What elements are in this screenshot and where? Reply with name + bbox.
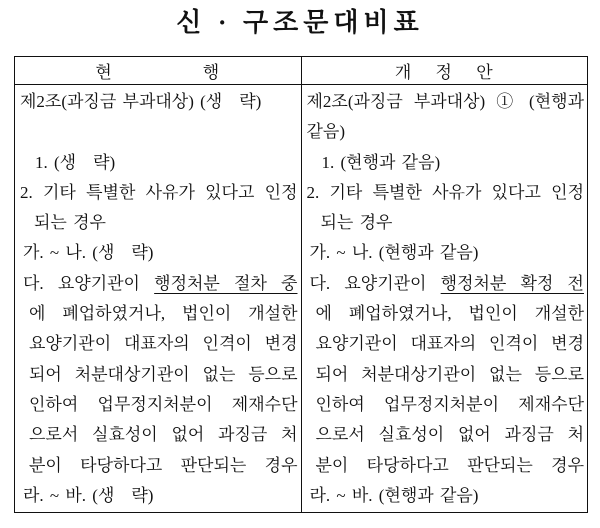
- text-segment: 2. 기타 특별한 사유가 있다고 인정: [306, 182, 584, 202]
- text-segment: 으로서 실효성이 없어 과징금 처: [29, 425, 298, 445]
- text-segment: 같음): [306, 122, 346, 142]
- text-segment: 제2조(과징금 부과대상) ① (현행과: [306, 92, 584, 111]
- text-line: [19, 299, 298, 329]
- text-line: [306, 299, 585, 329]
- text-line: [19, 420, 298, 450]
- text-line: [306, 481, 585, 511]
- text-line: [306, 178, 585, 208]
- text-line: [19, 329, 298, 359]
- text-segment: 가. ~ 나. (현행과 같음): [309, 243, 479, 263]
- cell-revised-text: [301, 85, 588, 512]
- text-segment: 되는 경우: [320, 213, 393, 233]
- text-segment: 1. (생 략): [35, 152, 116, 172]
- underlined-text: 행정처분 절차 중: [154, 273, 298, 293]
- text-segment: 분이 타당하다고 판단되는 경우: [29, 455, 298, 475]
- text-segment: 요양기관이 대표자의 인격이 변경: [315, 334, 584, 354]
- text-line: [19, 451, 298, 481]
- text-line: [306, 87, 585, 117]
- table-header-row: [15, 57, 587, 85]
- header-current: 현 행: [95, 63, 221, 82]
- text-segment: 제2조(과징금 부과대상) (생 략): [20, 92, 262, 111]
- text-segment: 되어 처분대상기관이 없는 등으로: [315, 364, 584, 384]
- blank-line: [19, 117, 298, 147]
- text-segment: 으로서 실효성이 없어 과징금 처: [315, 425, 584, 445]
- text-line: [306, 329, 585, 359]
- text-segment: 가. ~ 나. (생 략): [23, 243, 154, 263]
- text-segment: 다. 요양기관이: [23, 273, 155, 293]
- text-line: [19, 360, 298, 390]
- text-segment: 에 폐업하였거나, 법인이 개설한: [315, 304, 584, 324]
- text-line: [19, 87, 298, 117]
- cell-current-text: [15, 85, 301, 512]
- text-line: [306, 451, 585, 481]
- text-segment: 되어 처분대상기관이 없는 등으로: [29, 364, 298, 384]
- text-segment: 분이 타당하다고 판단되는 경우: [315, 455, 584, 475]
- text-line: [19, 390, 298, 420]
- text-segment: 요양기관이 대표자의 인격이 변경: [29, 334, 298, 354]
- page-title: 신 · 구조문대비표: [176, 8, 424, 37]
- text-line: [306, 208, 585, 238]
- text-line: [306, 148, 585, 178]
- text-segment: 다. 요양기관이: [309, 273, 441, 293]
- text-line: [19, 148, 298, 178]
- text-line: [19, 238, 298, 268]
- text-line: [19, 178, 298, 208]
- text-segment: 인하여 업무정지처분이 제재수단: [29, 394, 298, 414]
- text-segment: 라. ~ 바. (현행과 같음): [309, 485, 479, 505]
- text-line: [306, 390, 585, 420]
- header-revised: 개 정 안: [301, 57, 588, 84]
- text-line: [306, 420, 585, 450]
- text-segment: 되는 경우: [34, 213, 106, 233]
- text-segment: 라. ~ 바. (생 략): [23, 485, 154, 505]
- text-segment: 2. 기타 특별한 사유가 있다고 인정: [20, 182, 298, 202]
- text-line: [306, 360, 585, 390]
- comparison-table: [14, 56, 588, 513]
- text-line: [19, 481, 298, 511]
- text-segment: 에 폐업하였거나, 법인이 개설한: [29, 304, 298, 324]
- underlined-text: 행정처분 확정 전: [440, 273, 584, 293]
- table-body-row: [15, 85, 587, 512]
- text-line: [19, 269, 298, 299]
- text-line: [306, 238, 585, 268]
- text-segment: 1. (현행과 같음): [321, 152, 441, 172]
- text-line: [306, 269, 585, 299]
- text-line: [19, 208, 298, 238]
- text-segment: 인하여 업무정지처분이 제재수단: [315, 394, 584, 414]
- text-line: [306, 117, 585, 147]
